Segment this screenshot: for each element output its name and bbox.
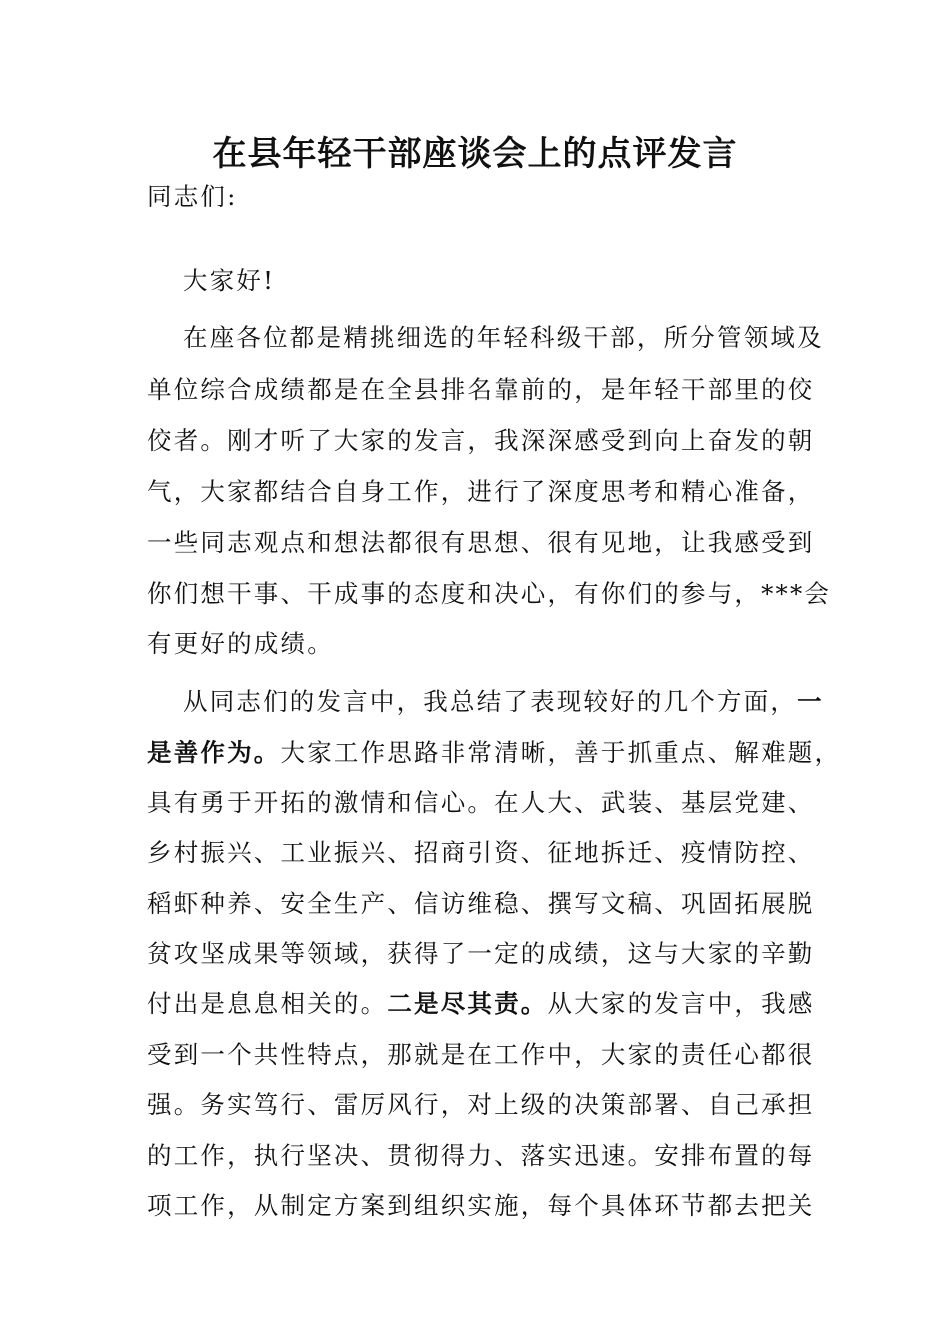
- paragraph-2-line-2: [147, 737, 842, 769]
- paragraph-2-line-11: 项工作，从制定方案到组织实施，每个具体环节都去把关: [147, 1191, 815, 1220]
- document-title: 在县年轻干部座谈会上的点评发言: [212, 134, 738, 174]
- paragraph-2-line-8: 受到一个共性特点，那就是在工作中，大家的责任心都很: [147, 1040, 815, 1069]
- paragraph-1-line-5: 一些同志观点和想法都很有思想、很有见地，让我感受到: [147, 528, 815, 557]
- paragraph-2-line-1-bold: 一: [797, 687, 824, 716]
- paragraph-2-line-7: [147, 988, 827, 1020]
- paragraph-2-line-7-tail: 从大家的发言中，我感: [547, 989, 815, 1018]
- paragraph-2-line-3: 具有勇于开拓的激情和信心。在人大、武装、基层党建、: [147, 788, 815, 817]
- paragraph-2-line-1: [183, 686, 863, 718]
- paragraph-2-line-5: 稻虾种养、安全生产、信访维稳、撰写文稿、巩固拓展脱: [147, 889, 815, 918]
- point-one-heading: 是善作为。: [147, 738, 281, 767]
- greeting: 大家好!: [183, 266, 276, 295]
- paragraph-1-line-1: 在座各位都是精挑细选的年轻科级干部，所分管领域及: [183, 323, 824, 352]
- paragraph-2-line-6: 贫攻坚成果等领域，获得了一定的成绩，这与大家的辛勤: [147, 939, 815, 968]
- paragraph-1-line-3: 佼者。刚才听了大家的发言，我深深感受到向上奋发的朝: [147, 426, 815, 455]
- paragraph-2-line-1-text: 从同志们的发言中，我总结了表现较好的几个方面，: [183, 687, 798, 716]
- paragraph-2-line-7-text: 付出是息息相关的。: [147, 989, 388, 1018]
- salutation: 同志们:: [147, 182, 238, 211]
- paragraph-1-line-6: 你们想干事、干成事的态度和决心，有你们的参与，***会: [147, 579, 832, 608]
- paragraph-1-line-2: 单位综合成绩都是在全县排名靠前的，是年轻干部里的佼: [147, 375, 815, 404]
- paragraph-2-line-10: 的工作，执行坚决、贯彻得力、落实迅速。安排布置的每: [147, 1141, 815, 1170]
- point-two-heading: 二是尽其责。: [387, 989, 548, 1018]
- paragraph-1-line-7: 有更好的成绩。: [147, 629, 334, 658]
- paragraph-2-line-2-text: 大家工作思路非常清晰，善于抓重点、解难题，: [280, 738, 842, 767]
- paragraph-2-line-4: 乡村振兴、工业振兴、招商引资、征地拆迁、疫情防控、: [147, 838, 815, 867]
- paragraph-1-line-4: 气，大家都结合自身工作，进行了深度思考和精心准备，: [147, 477, 815, 506]
- paragraph-2-line-9: 强。务实笃行、雷厉风行，对上级的决策部署、自己承担: [147, 1090, 815, 1119]
